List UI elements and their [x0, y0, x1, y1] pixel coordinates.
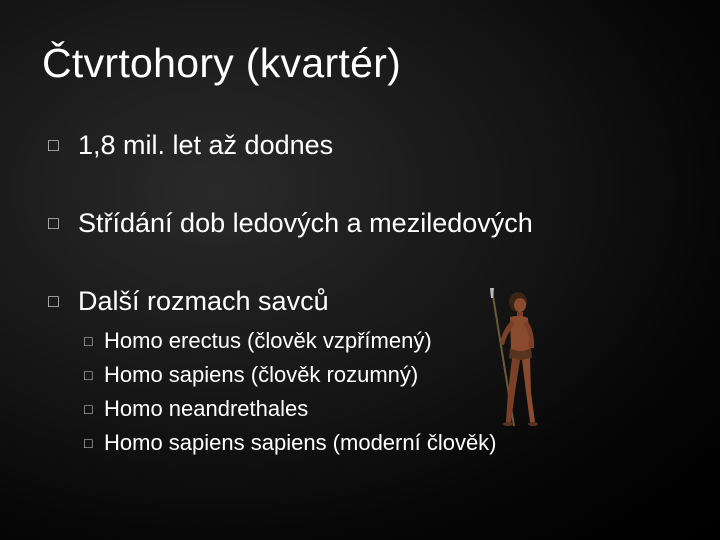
slide-title: Čtvrtohory (kvartér) — [42, 40, 402, 86]
bullet-marker: □ — [48, 135, 59, 155]
bullet-text: Střídání dob ledových a meziledových — [78, 208, 533, 238]
sub-bullet-marker: □ — [84, 401, 93, 417]
sub-bullet-text: Homo neandrethales — [104, 396, 309, 421]
bullet-item — [48, 130, 333, 161]
sub-bullet-item — [84, 328, 432, 354]
sub-bullet-item — [84, 430, 497, 456]
sub-bullet-marker: □ — [84, 367, 93, 383]
sub-bullet-marker: □ — [84, 333, 93, 349]
bullet-text: 1,8 mil. let až dodnes — [78, 130, 334, 160]
sub-bullet-marker: □ — [84, 435, 93, 451]
sub-bullet-item — [84, 362, 418, 388]
homo-erectus-icon — [480, 288, 552, 428]
bullet-text: Další rozmach savců — [78, 286, 329, 316]
bullet-item — [48, 208, 533, 239]
sub-bullet-text: Homo erectus (člověk vzpřímený) — [104, 328, 432, 353]
bullet-marker: □ — [48, 291, 59, 311]
sub-bullet-item — [84, 396, 308, 422]
bullet-marker: □ — [48, 213, 59, 233]
sub-bullet-text: Homo sapiens sapiens (moderní člověk) — [104, 430, 497, 455]
sub-bullet-text: Homo sapiens (člověk rozumný) — [104, 362, 419, 387]
bullet-item — [48, 286, 329, 317]
